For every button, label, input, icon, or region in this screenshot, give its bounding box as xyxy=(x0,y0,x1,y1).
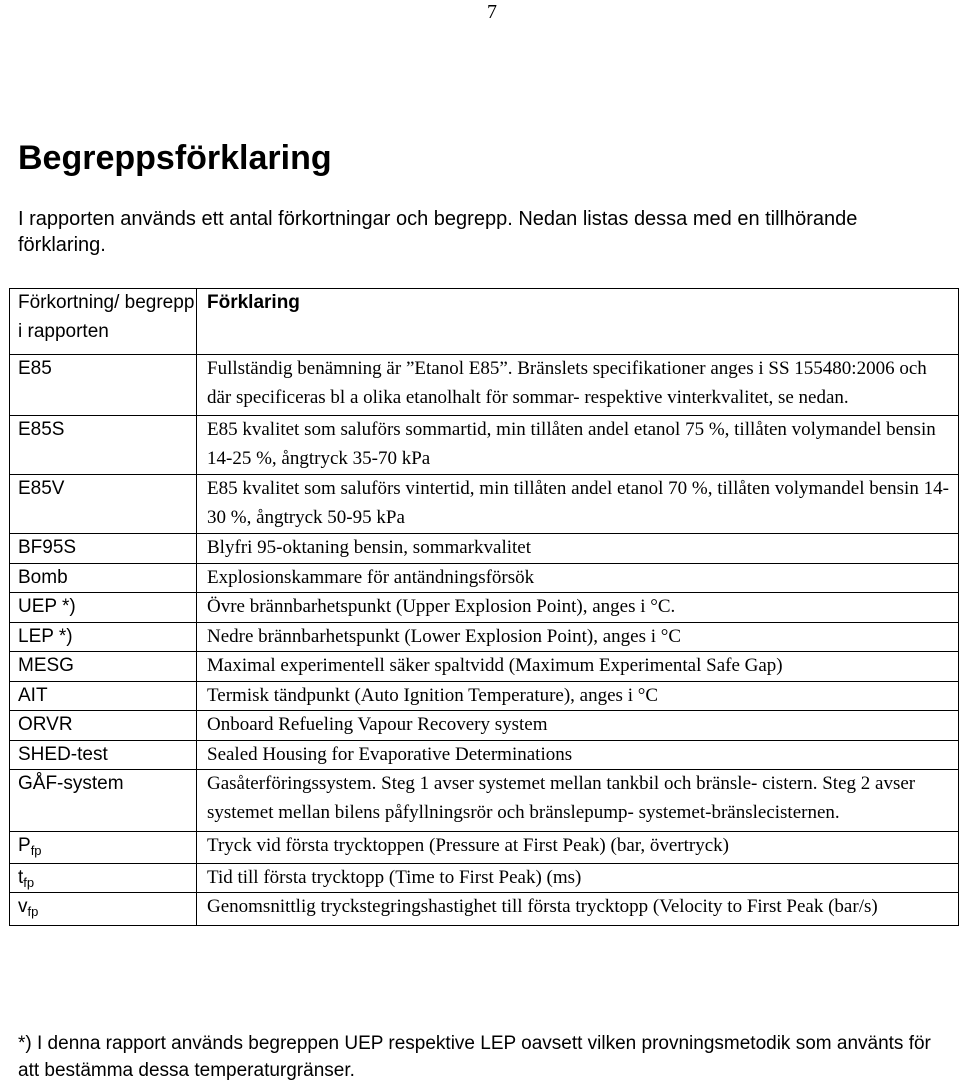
term-cell xyxy=(10,475,197,534)
term-cell xyxy=(10,711,197,741)
term-text: BF95S xyxy=(18,537,77,558)
explanation-cell: Tryck vid första trycktoppen (Pressure at First Peak) (bar, övertryck) xyxy=(197,832,959,864)
explanation-cell: Tid till första trycktopp (Time to First Peak) (ms) xyxy=(197,863,959,893)
term-cell xyxy=(10,770,197,832)
term-subscript: fp xyxy=(23,874,35,890)
page-title: Begreppsförklaring xyxy=(18,139,332,177)
explanation-cell: Explosionskammare för antändningsförsök xyxy=(197,563,959,593)
table-header-row xyxy=(10,289,959,355)
explanation-cell: Maximal experimentell säker spaltvidd (Maximum Experimental Safe Gap) xyxy=(197,652,959,682)
explanation-cell: E85 kvalitet som saluförs vintertid, min tillåten andel etanol 70 %, tillåten volymandel bensin 14-30 %, ångtryck 50-95 kPa xyxy=(197,475,959,534)
table-row xyxy=(10,770,959,832)
term-text: AIT xyxy=(18,684,48,706)
term-text: E85 xyxy=(18,358,52,379)
term-text: MESG xyxy=(18,655,74,676)
term-subscript: fp xyxy=(27,904,39,919)
term-text: LEP *) xyxy=(18,625,73,647)
table-row xyxy=(10,711,959,741)
table-row xyxy=(10,681,959,711)
explanation-cell: Övre brännbarhetspunkt (Upper Explosion Point), anges i °C. xyxy=(197,593,959,623)
term-cell xyxy=(10,893,197,926)
table-row xyxy=(10,893,959,926)
explanation-cell: Nedre brännbarhetspunkt (Lower Explosion Point), anges i °C xyxy=(197,622,959,652)
term-cell xyxy=(10,416,197,475)
term-cell xyxy=(10,355,197,416)
term-text: E85S xyxy=(18,419,65,440)
term-text: P xyxy=(18,835,31,856)
explanation-cell: Fullständig benämning är ”Etanol E85”. Bränslets specifikationer anges i SS 155480:2006 och där specificeras bl a olika etanolhalt för sommar- respektive vinterkvalitet, se nedan. xyxy=(197,355,959,416)
table-row xyxy=(10,832,959,864)
explanation-cell: Sealed Housing for Evaporative Determinations xyxy=(197,740,959,770)
page-number: 7 xyxy=(487,1,497,23)
term-text: GÅF-system xyxy=(18,773,124,794)
term-text: UEP *) xyxy=(18,596,76,617)
explanation-cell: Termisk tändpunkt (Auto Ignition Temperature), anges i °C xyxy=(197,681,959,711)
term-cell xyxy=(10,652,197,682)
term-text: ORVR xyxy=(18,714,73,735)
term-cell xyxy=(10,832,197,864)
term-cell xyxy=(10,681,197,711)
explanation-cell: Blyfri 95-oktaning bensin, sommarkvalitet xyxy=(197,534,959,564)
table-row xyxy=(10,863,959,893)
term-cell xyxy=(10,563,197,593)
glossary-table xyxy=(9,288,959,926)
table-row xyxy=(10,534,959,564)
table-row xyxy=(10,563,959,593)
term-subscript: fp xyxy=(30,843,42,858)
table-row xyxy=(10,416,959,475)
table-row xyxy=(10,652,959,682)
table-row xyxy=(10,740,959,770)
table-row xyxy=(10,475,959,534)
term-text: t xyxy=(18,866,24,888)
table-row xyxy=(10,622,959,652)
term-cell xyxy=(10,863,197,893)
term-text: v xyxy=(18,896,28,917)
term-text: SHED-test xyxy=(18,743,108,765)
explanation-cell: Onboard Refueling Vapour Recovery system xyxy=(197,711,959,741)
footnote: *) I denna rapport används begreppen UEP respektive LEP oavsett vilken provningsmetodik som använts för att bestämma dessa temperaturgränser. xyxy=(18,1033,931,1081)
explanation-cell: E85 kvalitet som saluförs sommartid, min tillåten andel etanol 75 %, tillåten volymandel bensin 14-25 %, ångtryck 35-70 kPa xyxy=(197,416,959,475)
term-text: E85V xyxy=(18,478,65,499)
term-cell xyxy=(10,740,197,770)
term-cell xyxy=(10,593,197,623)
header-explanation: Förklaring xyxy=(197,289,959,355)
intro-paragraph: I rapporten används ett antal förkortningar och begrepp. Nedan listas dessa med en tillhörande förklaring. xyxy=(18,208,858,256)
term-cell xyxy=(10,534,197,564)
table-row xyxy=(10,593,959,623)
explanation-cell: Gasåterföringssystem. Steg 1 avser systemet mellan tankbil och bränsle- cistern. Steg 2 avser systemet mellan bilens påfyllningsrör och bränslepump- systemet-bränslecisternen. xyxy=(197,770,959,832)
table-row xyxy=(10,355,959,416)
header-term: Förkortning/ begrepp i rapporten xyxy=(10,289,197,355)
term-text: Bomb xyxy=(18,566,68,588)
explanation-cell: Genomsnittlig tryckstegringshastighet till första trycktopp (Velocity to First Peak (bar/s) xyxy=(197,893,959,926)
term-cell xyxy=(10,622,197,652)
